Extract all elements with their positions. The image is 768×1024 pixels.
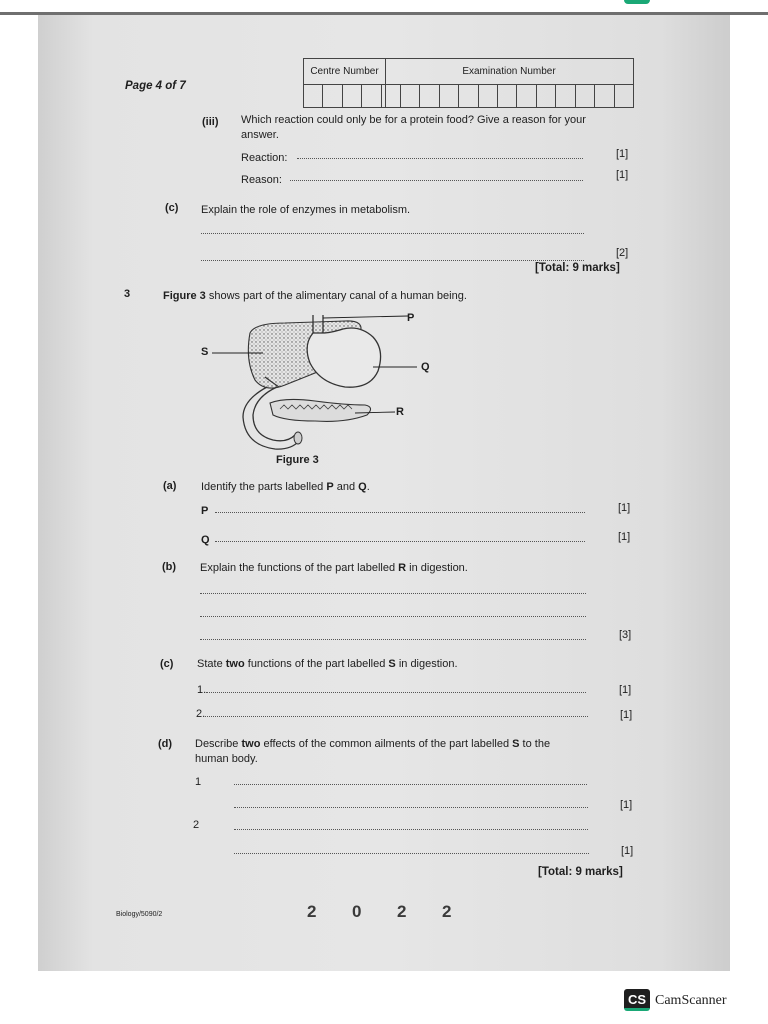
part-iii-question-line1: Which reaction could only be for a protein food? Give a reason for your: [241, 114, 586, 126]
reaction-mark: [1]: [616, 148, 629, 160]
id-box: [615, 85, 633, 107]
stomach-shape: [307, 328, 380, 387]
year-digit-2: 0: [352, 902, 362, 921]
reaction-label: Reaction:: [241, 152, 288, 164]
answer-p-mark: [1]: [618, 502, 631, 514]
question-3-intro-text: shows part of the alimentary canal of a human being.: [205, 290, 467, 302]
part-c-number-2: 2.: [196, 708, 206, 720]
exam-number-header: Examination Number: [385, 59, 633, 85]
part-d-prompt-mid: effects of the common ailments of the part labelled: [260, 738, 513, 750]
reaction-answer-line[interactable]: [297, 157, 583, 159]
id-box: [479, 85, 498, 107]
part-c-letter: (c): [160, 658, 174, 670]
part-c-answer-line-2[interactable]: [205, 715, 588, 717]
part-c-prompt-mid: functions of the part labelled: [244, 658, 389, 670]
id-box: [382, 85, 401, 107]
part-d-prompt-start: Describe: [195, 738, 242, 750]
part-d-mark-1: [1]: [620, 799, 633, 811]
answer-p-label: P: [201, 505, 209, 517]
label-p-line: [323, 316, 408, 318]
id-box: [362, 85, 381, 107]
part-b-prompt: [200, 562, 468, 575]
part-d-mark-2: [1]: [621, 845, 634, 857]
id-box: [576, 85, 595, 107]
exam-year: [307, 902, 487, 922]
id-box: [517, 85, 536, 107]
year-digit-1: 2: [307, 902, 317, 921]
id-box: [537, 85, 556, 107]
candidate-id-table: [303, 58, 634, 108]
year-digit-4: 2: [442, 902, 452, 921]
figure-label-s: S: [201, 346, 209, 358]
part-c-two: two: [225, 658, 245, 670]
part-a-prompt: [201, 481, 370, 494]
figure-3-reference: Figure 3: [163, 290, 206, 302]
id-entry-boxes: [304, 85, 633, 107]
part-b-letter: (b): [162, 561, 177, 573]
part-d-s-ref: S: [512, 738, 520, 750]
part-c-answer-line-1[interactable]: [206, 691, 586, 693]
id-box: [401, 85, 420, 107]
part-b-answer-line-2[interactable]: [200, 615, 586, 617]
id-box: [343, 85, 362, 107]
alimentary-canal-diagram: [195, 305, 445, 455]
part-a-prompt-start: Identify the parts labelled: [201, 481, 327, 493]
figure-label-q: Q: [421, 361, 430, 373]
part-a-letter: (a): [163, 480, 177, 492]
part-a-q-ref: Q: [358, 481, 367, 493]
part-a-p-ref: P: [326, 481, 334, 493]
figure-label-p: P: [407, 312, 415, 324]
question-3-total: [Total: 9 marks]: [538, 866, 623, 878]
part-d-answer-1-line-2[interactable]: [234, 806, 588, 808]
answer-q-mark: [1]: [618, 531, 631, 543]
part-d-number-2: 2: [193, 819, 200, 831]
figure-label-r: R: [396, 406, 404, 418]
part-d-prompt-line2: human body.: [195, 753, 258, 765]
part-b-prompt-start: Explain the functions of the part labelled: [200, 562, 399, 574]
answer-q-label: Q: [201, 534, 210, 546]
part-iii-number: (iii): [202, 116, 219, 128]
enzymes-answer-line-1[interactable]: [201, 232, 584, 234]
year-digit-3: 2: [397, 902, 407, 921]
part-a-and: and: [333, 481, 359, 493]
id-box: [595, 85, 614, 107]
part-a-end: .: [366, 481, 370, 493]
answer-p-line[interactable]: [215, 511, 585, 513]
part-b-mark: [3]: [619, 629, 632, 641]
camscanner-name: CamScanner: [655, 993, 727, 1008]
enzymes-answer-line-2[interactable]: [201, 259, 584, 261]
camscanner-logo-icon: CS: [624, 989, 650, 1011]
figure-caption: Figure 3: [276, 454, 319, 466]
answer-q-line[interactable]: [215, 540, 585, 542]
page-number: Page 4 of 7: [125, 80, 186, 92]
id-box: [440, 85, 459, 107]
part-d-two: two: [241, 738, 261, 750]
part-d-answer-1-line-1[interactable]: [234, 783, 587, 785]
top-tab-indicator: [624, 0, 650, 4]
part-b-answer-line-1[interactable]: [200, 592, 586, 594]
question-3-intro: [163, 290, 467, 303]
part-c-mark-1: [1]: [619, 684, 632, 696]
id-box: [498, 85, 517, 107]
part-iii-question-line2: answer.: [241, 129, 279, 141]
previous-question-total: [Total: 9 marks]: [535, 262, 620, 274]
id-box: [556, 85, 575, 107]
part-d-letter: (d): [158, 738, 173, 750]
part-c-prev-prompt: Explain the role of enzymes in metabolism.: [201, 204, 411, 216]
part-d-prompt-end: to the: [519, 738, 551, 750]
part-b-r-ref: R: [398, 562, 407, 574]
reason-mark: [1]: [616, 169, 629, 181]
part-d-prompt-line1: [195, 738, 550, 751]
id-box: [420, 85, 439, 107]
paper-code: Biology/5090/2: [116, 911, 163, 918]
part-c-s-ref: S: [388, 658, 396, 670]
reason-answer-line[interactable]: [290, 179, 583, 181]
part-d-answer-2-line-1[interactable]: [234, 828, 588, 830]
part-d-answer-2-line-2[interactable]: [234, 852, 589, 854]
part-c-prev-letter: (c): [165, 202, 179, 214]
part-c-number-1: 1.: [197, 684, 207, 696]
id-box: [304, 85, 323, 107]
pancreas-shape: [270, 399, 371, 421]
part-b-prompt-end: in digestion.: [406, 562, 468, 574]
duodenum-end: [294, 432, 302, 444]
reason-label: Reason:: [241, 174, 282, 186]
part-c-prompt-end: in digestion.: [395, 658, 458, 670]
centre-number-header: Centre Number: [304, 59, 385, 85]
part-c-prev-mark: [2]: [616, 247, 629, 259]
id-box: [459, 85, 478, 107]
id-box: [323, 85, 342, 107]
part-c-mark-2: [1]: [620, 709, 633, 721]
part-b-answer-line-3[interactable]: [200, 638, 586, 640]
part-c-prompt-start: State: [197, 658, 226, 670]
part-d-number-1: 1: [195, 776, 202, 788]
part-c-prompt: [197, 658, 458, 671]
question-3-number: 3: [124, 288, 131, 300]
